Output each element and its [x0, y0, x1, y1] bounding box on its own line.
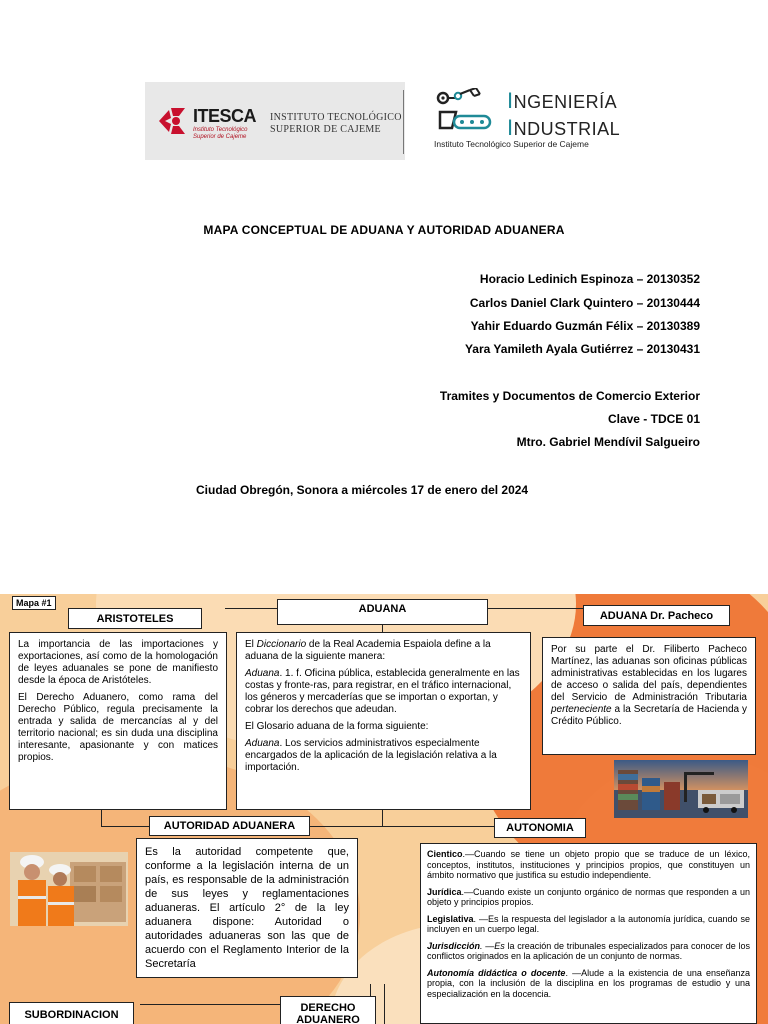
- pacheco-definition: Por su parte el Dr. Filiberto Pacheco Martínez, las aduanas son oficinas públicas administrativas establecidas en los lugares de acceso o salida del país, dependientes del Servicio de Administración Tributaria perteneciente a la Secretaría de Hacienda y Crédito Público.: [551, 644, 747, 727]
- teacher-name: Mtro. Gabriel Mendívil Salgueiro: [516, 435, 700, 449]
- pacheco-box: [542, 637, 756, 755]
- autoridad-definition: Es la autoridad competente que, conforme a la legislación interna de un país, es responsable de la administración de sus leyes y reglamentaciones aduaneras. El artículo 2° de la ley aduanera dispone: Autoridad o autoridades aduaneras son las que de acuerdo con el Reglamento Interior de la Secretaría: [145, 846, 349, 970]
- author-line: Yahir Eduardo Guzmán Félix – 20130389: [470, 319, 700, 333]
- itesca-logo: [145, 82, 405, 160]
- connector-line: [101, 826, 149, 827]
- derecho-aduanero-header: DERECHO ADUANERO: [280, 996, 376, 1024]
- connector-line: [101, 810, 102, 826]
- aduana-header: ADUANA: [277, 599, 488, 625]
- aristoteles-box: [9, 632, 227, 810]
- connector-line: [488, 608, 588, 609]
- autonomia-legislativa: Legislativa. —Es la respuesta del legislador a la autonomía jurídica, cuando se incluyen en un cuerpo legal.: [427, 913, 750, 934]
- aristoteles-header: ARISTOTELES: [68, 608, 202, 629]
- itesca-wordmark: ITESCA: [193, 106, 257, 126]
- robot-arm-conveyor-icon: [436, 88, 494, 132]
- port-containers-photo: [614, 760, 748, 818]
- logo-divider: [403, 90, 404, 154]
- map-number-tag: Mapa #1: [12, 596, 56, 610]
- autonomia-jurisdiccion: Jurisdicción. —Es la creación de tribunales especializados para conocer de los conflictos originados en la aplicación de un conjunto de normas.: [427, 940, 750, 961]
- institute-name: INSTITUTO TECNOLÓGICO SUPERIOR DE CAJEME: [270, 112, 402, 135]
- author-line: Horacio Ledinich Espinoza – 20130352: [479, 272, 700, 286]
- document-title: MAPA CONCEPTUAL DE ADUANA Y AUTORIDAD ADUANERA: [203, 223, 565, 237]
- course-name: Tramites y Documentos de Comercio Exterior: [439, 389, 700, 403]
- autonomia-box: [420, 843, 757, 1024]
- aduana-pacheco-header: ADUANA Dr. Pacheco: [583, 605, 730, 626]
- connector-line: [382, 810, 383, 826]
- author-line: Carlos Daniel Clark Quintero – 20130444: [469, 296, 700, 310]
- place-date: Ciudad Obregón, Sonora a miércoles 17 de enero del 2024: [196, 483, 529, 497]
- connector-line: [225, 608, 277, 609]
- autonomia-juridica: Jurídica.—Cuando existe un conjunto orgánico de normas que responden a un objeto y principios propios.: [427, 886, 750, 907]
- author-line: Yara Yamileth Ayala Gutiérrez – 20130431: [464, 342, 700, 356]
- aduana-box: [236, 632, 531, 810]
- autonomia-header: AUTONOMIA: [494, 818, 586, 838]
- ii-logo-subtitle: Instituto Tecnológico Superior de Cajeme: [434, 139, 589, 149]
- ingenieria-industrial-logo: [432, 84, 632, 154]
- autoridad-aduanera-header: AUTORIDAD ADUANERA: [149, 816, 310, 836]
- ii-logo-line-2: INDUSTRIAL: [507, 115, 621, 140]
- aduana-definition-intro: El Diccionario de la Real Academia Espaiola define a la aduana de la siguiente manera:: [245, 639, 491, 662]
- itesca-emblem-icon: [157, 104, 193, 138]
- aduana-glossary-intro: El Glosario aduana de la forma siguiente:: [245, 721, 429, 732]
- aristoteles-paragraph: El Derecho Aduanero, como rama del Derecho Público, regula precisamente la entrada y salida de mercancías al y del territorio nacional; es sin duda una disciplina interesante, apasionante y con matices propios.: [18, 692, 218, 763]
- subordinacion-header: SUBORDINACION: [9, 1002, 134, 1024]
- connector-line: [310, 826, 494, 827]
- aduana-definition-2: Aduana. Los servicios administrativos especialmente encargados de la aplicación de la legislación relativa a la importación.: [245, 738, 497, 773]
- autoridad-aduanera-box: [136, 838, 358, 978]
- course-code: Clave - TDCE 01: [607, 412, 700, 426]
- customs-workers-photo: [10, 852, 128, 926]
- connector-line: [382, 624, 383, 632]
- aduana-definition-1: Aduana. 1. f. Oficina pública, establecida generalmente en las costas y fronte-ras, para registrar, en el tráfico internacional, los géneros y mercaderías que se importan o exportan, y cobrar los derechos que adeudan.: [245, 668, 520, 715]
- concept-map: [0, 594, 768, 1024]
- connector-line: [384, 984, 385, 1024]
- autonomia-didactica: Autonomía didáctica o docente. —Alude a la existencia de una enseñanza propia, con la inclusión de la disciplina en los programas de estudio y una especialización en la docencia.: [427, 967, 751, 999]
- autonomia-cientifico: Cientico.—Cuando se tiene un objeto propio que se traduce de un léxico, conceptos, institutos, instituciones y principios propios, que constituyen un ámbito normativo que justifica su estudio independiente.: [427, 849, 750, 880]
- itesca-subtitle: Instituto Tecnológico Superior de Cajeme: [193, 127, 248, 140]
- connector-line: [140, 1004, 280, 1005]
- ii-logo-line-1: INGENIERÍA: [507, 88, 618, 113]
- aristoteles-paragraph: La importancia de las importaciones y exportaciones, así como de la homologación de leyes aduanales se pone de manifiesto desde la época de Aristóteles.: [18, 639, 218, 686]
